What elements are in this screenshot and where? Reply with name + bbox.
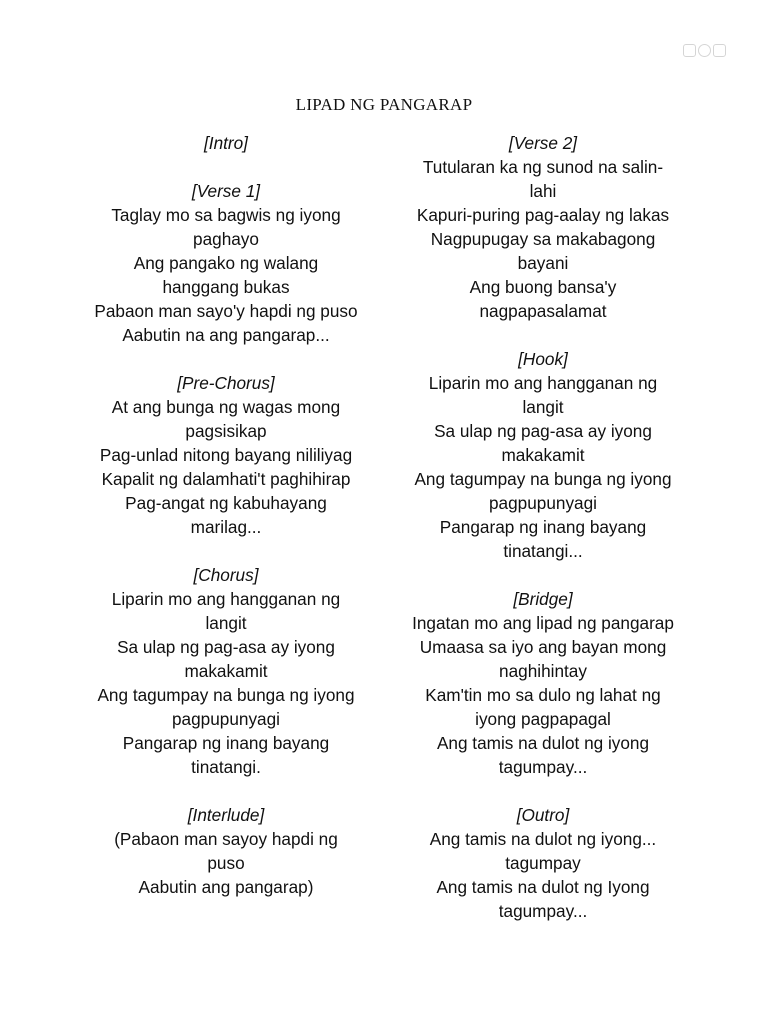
lyric-line: Aabutin ang pangarap) (138, 877, 314, 897)
section-header: [Chorus] (193, 565, 259, 585)
section-header: [Bridge] (513, 589, 573, 609)
section-pre-chorus (76, 371, 376, 539)
lyric-line: tagumpay... (498, 901, 588, 921)
section-header: [Interlude] (187, 805, 265, 825)
phone-icon (683, 44, 696, 57)
lyric-line: Ang buong bansa'y (469, 277, 617, 297)
lyric-line: Pabaon man sayo'y hapdi ng puso (94, 301, 358, 321)
lyric-line: nagpapasalamat (479, 301, 607, 321)
section-header: [Hook] (518, 349, 568, 369)
lyric-line: tinatangi. (191, 757, 261, 777)
lyric-line: Ang tamis na dulot ng iyong... (429, 829, 657, 849)
lyric-line: Liparin mo ang hangganan ng (111, 589, 341, 609)
hand-icon (713, 44, 726, 57)
lyric-line: tinatangi... (503, 541, 583, 561)
lyric-line: makakamit (501, 445, 585, 465)
section-header: [Verse 1] (191, 181, 261, 201)
lyric-line: Pangarap ng inang bayang (439, 517, 647, 537)
lyric-line: langit (522, 397, 564, 417)
circle-icon (698, 44, 711, 57)
lyric-line: tagumpay... (498, 757, 588, 777)
section-interlude (76, 803, 376, 899)
lyric-line: Nagpupugay sa makabagong (430, 229, 656, 249)
lyric-line: pagpupunyagi (488, 493, 597, 513)
lyric-line: bayani (517, 253, 569, 273)
section-verse-2 (392, 131, 694, 323)
lyric-line: Ang tagumpay na bunga ng iyong (414, 469, 672, 489)
lyric-line: (Pabaon man sayoy hapdi ng (114, 829, 338, 849)
section-header: [Intro] (204, 133, 248, 153)
lyric-line: Umaasa sa iyo ang bayan mong (419, 637, 667, 657)
lyric-line: Kam'tin mo sa dulo ng lahat ng (425, 685, 661, 705)
lyric-line: Taglay mo sa bagwis ng iyong (111, 205, 341, 225)
lyric-line: Ang tamis na dulot ng Iyong (436, 877, 650, 897)
lyric-line: iyong pagpapagal (475, 709, 611, 729)
lyric-line: lahi (529, 181, 557, 201)
lyric-line: Liparin mo ang hangganan ng (428, 373, 658, 393)
header-icons (683, 44, 726, 57)
lyric-line: hanggang bukas (162, 277, 290, 297)
lyric-line: marilag... (190, 517, 262, 537)
lyric-line: At ang bunga ng wagas mong (111, 397, 341, 417)
lyric-line: pagsisikap (185, 421, 267, 441)
lyric-line: Pag-angat ng kabuhayang (125, 493, 327, 513)
lyric-line: Sa ulap ng pag-asa ay iyong (434, 421, 652, 441)
lyric-line: Ingatan mo ang lipad ng pangarap (412, 613, 674, 633)
lyric-line: Sa ulap ng pag-asa ay iyong (117, 637, 335, 657)
lyric-line: Kapalit ng dalamhati't paghihirap (101, 469, 351, 489)
lyric-line: langit (205, 613, 247, 633)
lyrics-column-right (392, 131, 694, 947)
lyric-line: makakamit (184, 661, 268, 681)
lyric-line: puso (207, 853, 245, 873)
lyric-line: Ang tagumpay na bunga ng iyong (97, 685, 355, 705)
lyric-line: pagpupunyagi (171, 709, 280, 729)
section-verse-1 (76, 179, 376, 347)
lyric-line: Tutularan ka ng sunod na salin- (422, 157, 664, 177)
section-outro (392, 803, 694, 923)
section-intro (76, 131, 376, 155)
lyric-line: naghihintay (499, 661, 587, 681)
section-header: [Pre-Chorus] (177, 373, 275, 393)
lyric-line: tagumpay (505, 853, 581, 873)
section-header: [Verse 2] (508, 133, 578, 153)
section-chorus (76, 563, 376, 779)
lyric-line: Kapuri-puring pag-aalay ng lakas (416, 205, 670, 225)
lyrics-column-left (76, 131, 376, 923)
song-title: LIPAD NG PANGARAP (295, 95, 473, 114)
lyric-line: paghayo (193, 229, 259, 249)
lyric-line: Pangarap ng inang bayang (122, 733, 330, 753)
section-header: [Outro] (516, 805, 570, 825)
section-hook (392, 347, 694, 563)
lyric-line: Ang pangako ng walang (133, 253, 319, 273)
lyric-line: Pag-unlad nitong bayang nililiyag (99, 445, 353, 465)
section-bridge (392, 587, 694, 779)
lyric-line: Ang tamis na dulot ng iyong (436, 733, 650, 753)
lyric-line: Aabutin na ang pangarap... (122, 325, 330, 345)
